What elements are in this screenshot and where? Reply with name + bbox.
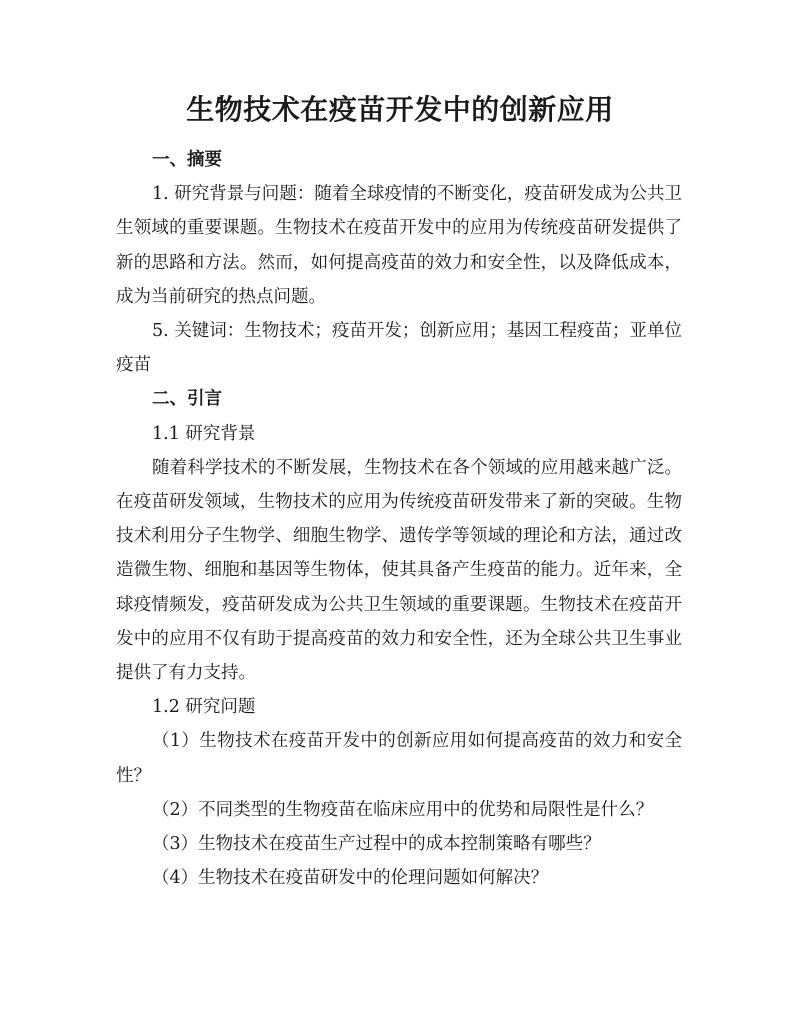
question-item-2: （2）不同类型的生物疫苗在临床应用中的优势和局限性是什么？ (152, 799, 654, 820)
question-item-1: （1）生物技术在疫苗开发中的创新应用如何提高疫苗的效力和安全性？ (116, 731, 682, 786)
keywords-paragraph: 5. 关键词：生物技术；疫苗开发；创新应用；基因工程疫苗；亚单位疫苗 (116, 321, 682, 376)
section-heading-introduction: 二、引言 (152, 389, 222, 410)
background-paragraph: 随着科学技术的不断发展，生物技术在各个领域的应用越来越广泛。在疫苗研发领域，生物技术的应用为传统疫苗研发带来了新的突破。生物技术利用分子生物学、细胞生物学、遗传学等领域的理论和方法，通过改造微生物、细胞和基因等生物体，使其具备产生疫苗的能力。近年来，全球疫情频发，疫苗研发成为公共卫生领域的重要课题。生物技术在疫苗开发中的应用不仅有助于提高疫苗的效力和安全性，还为全球公共卫生事业提供了有力支持。 (116, 457, 682, 684)
question-item-4: （4）生物技术在疫苗研发中的伦理问题如何解决？ (152, 868, 549, 889)
question-item-3: （3）生物技术在疫苗生产过程中的成本控制策略有哪些？ (152, 834, 601, 855)
subsection-heading-background: 1.1 研究背景 (152, 423, 256, 444)
abstract-background-paragraph: 1. 研究背景与问题：随着全球疫情的不断变化，疫苗研发成为公共卫生领域的重要课题。生物技术在疫苗开发中的应用为传统疫苗研发提供了新的思路和方法。然而，如何提高疫苗的效力和安全性，以及降低成本，成为当前研究的热点问题。 (116, 184, 682, 307)
subsection-heading-questions: 1.2 研究问题 (152, 697, 256, 718)
section-heading-abstract: 一、摘要 (152, 150, 222, 170)
document-title: 生物技术在疫苗开发中的创新应用 (186, 93, 614, 126)
document-body (116, 143, 682, 895)
